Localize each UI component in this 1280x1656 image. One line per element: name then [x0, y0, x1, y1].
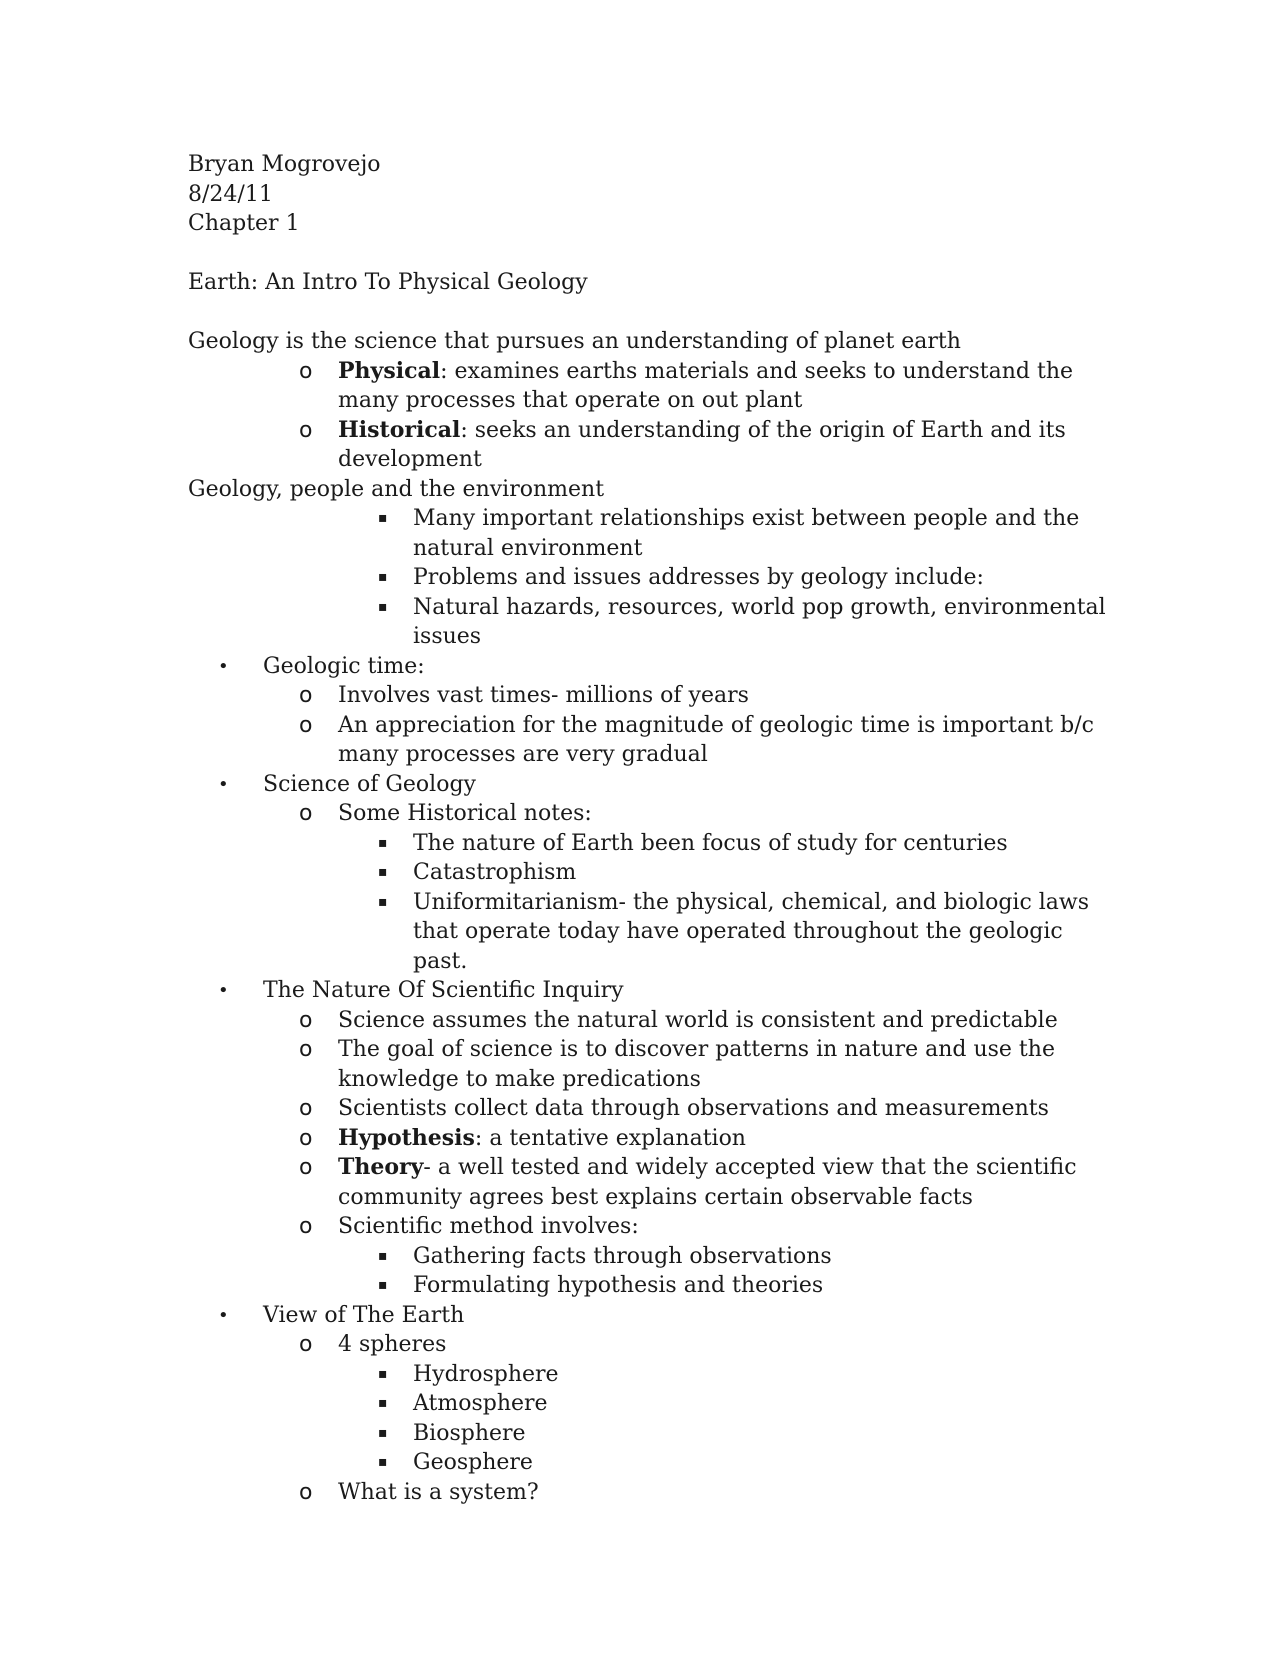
term-theory: Theory [338, 1154, 424, 1180]
square-bullet-icon: ▪ [378, 1247, 388, 1264]
list-item: ▪ Gathering facts through observations [188, 1242, 1108, 1272]
list-item: ▪ Hydrosphere [188, 1360, 1108, 1390]
definition-theory: - a well tested and widely accepted view that the scientific community agrees best explains certain observable facts [338, 1155, 1077, 1210]
square-bullet-icon: ▪ [378, 598, 388, 615]
square-bullet-icon: ▪ [378, 1365, 388, 1382]
circle-bullet-icon: o [299, 1155, 313, 1180]
circle-bullet-icon: o [299, 1214, 313, 1239]
list-item: o The goal of science is to discover patterns in nature and use the knowledge to make predications [299, 1037, 1055, 1092]
circle-bullet-icon: o [299, 358, 313, 384]
list-item: o Scientists collect data through observations and measurements [188, 1094, 1108, 1124]
list-item: o Some Historical notes: [188, 799, 1108, 829]
list-item: ▪ Formulating hypothesis and theories [188, 1271, 1108, 1301]
list-item: o An appreciation for the magnitude of geologic time is important b/c many processes are very gradual [299, 712, 1094, 767]
blank-line [188, 298, 1108, 328]
intro-heading: Geology is the science that pursues an understanding of planet earth [188, 329, 961, 354]
definition-physical: : examines earths materials and seeks to understand the many processes that operate on out plant [338, 358, 1074, 413]
list-item: • The Nature Of Scientific Inquiry [188, 976, 1108, 1006]
square-bullet-icon: ▪ [378, 1395, 388, 1411]
list-item: o What is a system? [188, 1478, 1108, 1508]
list-item: ▪ The nature of Earth been focus of study for centuries [188, 829, 1108, 859]
definition-historical: : seeks an understanding of the origin of Earth and its development [338, 417, 1066, 472]
square-bullet-icon: ▪ [378, 1424, 388, 1441]
list-item: ▪ Natural hazards, resources, world pop growth, environmental issues [378, 594, 1106, 649]
list-item: • Science of Geology [188, 770, 1108, 800]
circle-bullet-icon: o [299, 712, 313, 738]
circle-bullet-icon: o [299, 1096, 313, 1121]
list-item [188, 416, 1108, 475]
circle-bullet-icon: o [299, 1007, 313, 1033]
disc-bullet-icon: • [218, 980, 229, 1001]
square-bullet-icon: ▪ [378, 834, 388, 851]
square-bullet-icon: ▪ [378, 569, 388, 585]
list-item: ▪ Many important relationships exist between people and the natural environment [378, 506, 1080, 561]
disc-bullet-icon: • [218, 773, 229, 795]
circle-bullet-icon: o [299, 417, 313, 443]
square-bullet-icon: ▪ [378, 510, 388, 526]
author-name: Bryan Mogrovejo [188, 152, 381, 177]
list-item: ▪ Problems and issues addresses by geology include: [188, 563, 1108, 593]
list-item [188, 1124, 1108, 1154]
list-item: ▪ Biosphere [188, 1419, 1108, 1449]
document-title: Earth: An Intro To Physical Geology [188, 270, 588, 295]
term-historical: Historical [338, 416, 461, 443]
square-bullet-icon: ▪ [378, 893, 388, 910]
circle-bullet-icon: o [299, 801, 313, 826]
document-page [188, 150, 1108, 1507]
square-bullet-icon: ▪ [378, 864, 388, 880]
list-item: o Scientific method involves: [188, 1212, 1108, 1242]
document-date: 8/24/11 [188, 181, 273, 207]
term-physical: Physical [338, 357, 441, 384]
section-heading: Geology, people and the environment [188, 476, 605, 502]
chapter-label: Chapter 1 [188, 211, 300, 236]
list-item: ▪ Atmosphere [188, 1389, 1108, 1419]
list-item: o Science assumes the natural world is consistent and predictable [188, 1006, 1108, 1036]
square-bullet-icon: ▪ [378, 1277, 388, 1293]
circle-bullet-icon: o [299, 1479, 313, 1505]
disc-bullet-icon: • [218, 1304, 229, 1326]
list-item [188, 1153, 1108, 1212]
list-item: ▪ Catastrophism [188, 858, 1108, 888]
circle-bullet-icon: o [299, 1125, 313, 1151]
list-item: • Geologic time: [188, 652, 1108, 682]
definition-hypothesis: : a tentative explanation [474, 1125, 746, 1151]
blank-line [188, 239, 1108, 269]
disc-bullet-icon: • [218, 655, 229, 677]
list-item: o 4 spheres [188, 1330, 1108, 1360]
list-item: ▪ Uniformitarianism- the physical, chemical, and biologic laws that operate today have operated throughout the geologic past. [378, 889, 1090, 974]
circle-bullet-icon: o [299, 1332, 313, 1357]
square-bullet-icon: ▪ [378, 1454, 388, 1470]
term-hypothesis: Hypothesis [338, 1124, 475, 1151]
list-item: • View of The Earth [188, 1301, 1108, 1331]
list-item [188, 357, 1108, 416]
circle-bullet-icon: o [299, 1037, 313, 1062]
list-item: ▪ Geosphere [188, 1448, 1108, 1478]
list-item: o Involves vast times- millions of years [188, 681, 1108, 711]
circle-bullet-icon: o [299, 683, 313, 708]
